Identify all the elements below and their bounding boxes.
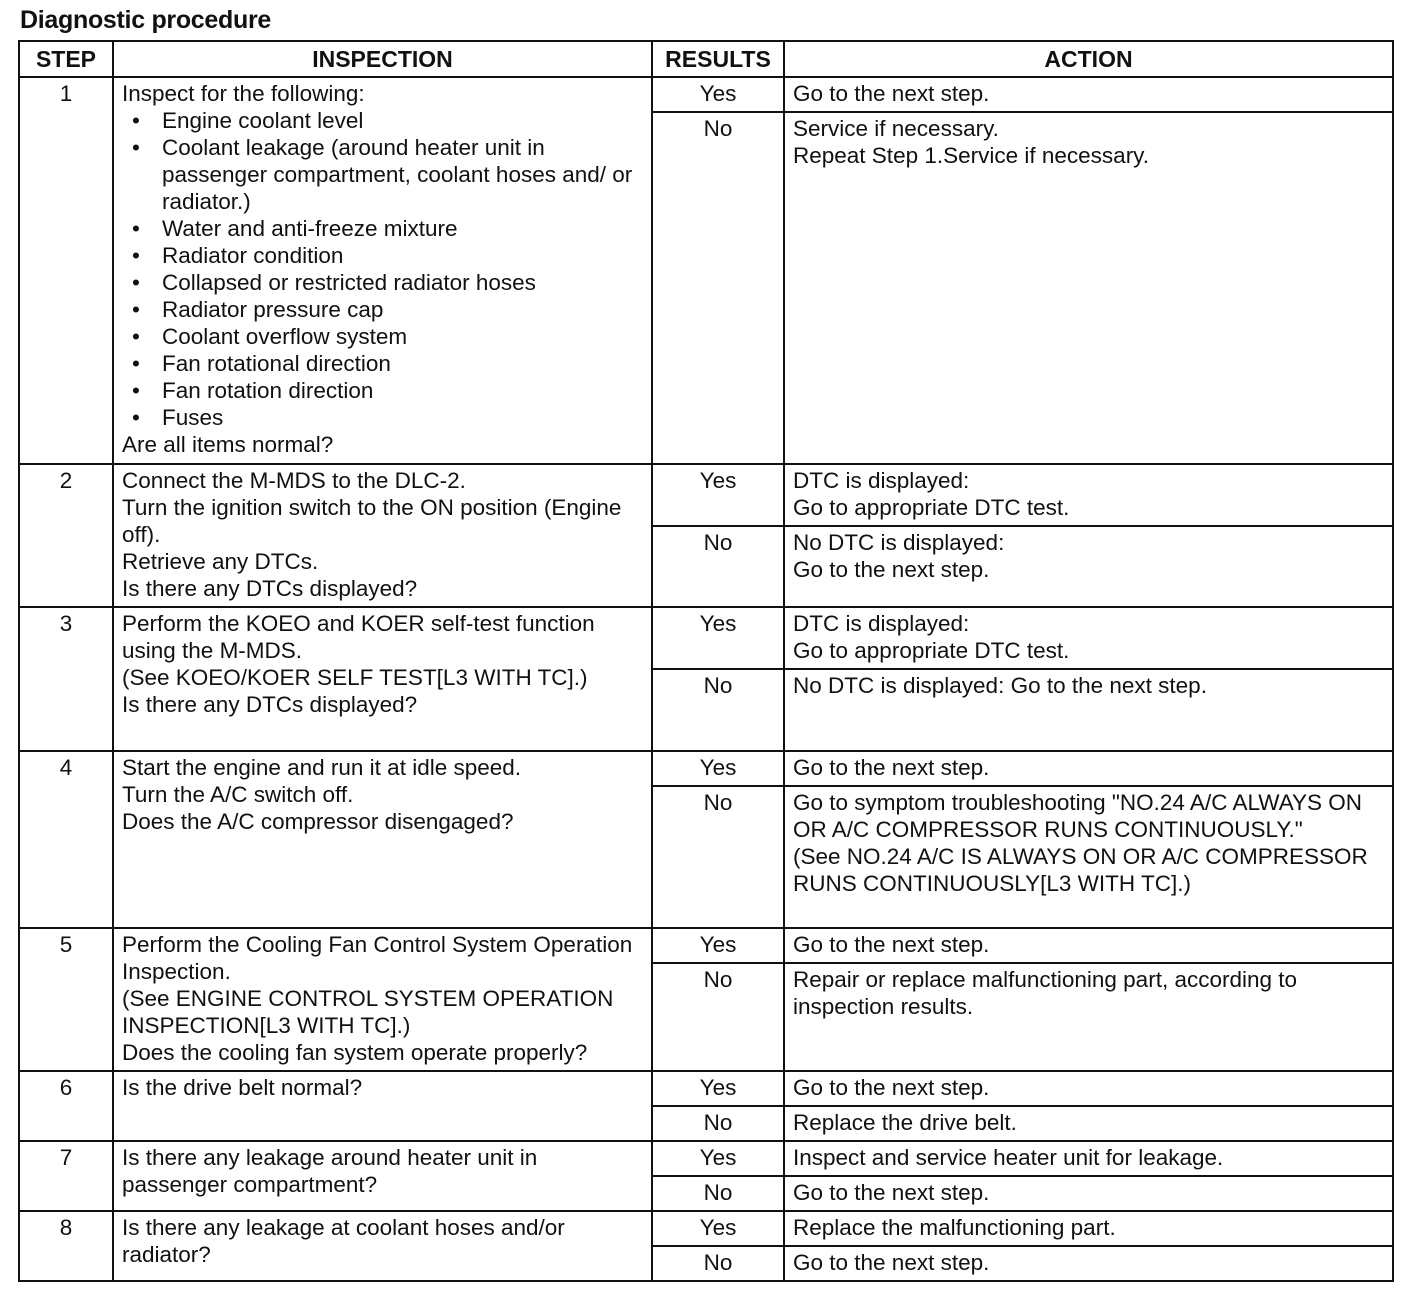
- checklist-item: • Fan rotational direction: [122, 350, 645, 377]
- inspection-text: Is there any leakage at coolant hoses and/or radiator?: [122, 1215, 572, 1267]
- action-text: Go to the next step.: [793, 932, 990, 957]
- result-yes: Yes: [652, 1071, 784, 1106]
- result-no: No: [652, 786, 784, 928]
- result-no: No: [652, 1176, 784, 1211]
- inspection-text: Is there any DTCs displayed?: [122, 692, 418, 717]
- header-step: STEP: [19, 41, 113, 77]
- checklist-item: • Collapsed or restricted radiator hoses: [122, 269, 645, 296]
- step-number: 7: [19, 1141, 113, 1211]
- result-yes: Yes: [652, 464, 784, 526]
- action-cell: [784, 464, 1393, 526]
- action-text: Go to the next step.: [793, 1075, 990, 1100]
- step-number: 2: [19, 464, 113, 607]
- checklist-item: • Fuses: [122, 404, 645, 431]
- table-row: [19, 607, 1393, 669]
- inspection-text: Turn the A/C switch off.: [122, 782, 354, 807]
- checklist-item: • Coolant overflow system: [122, 323, 645, 350]
- result-yes: Yes: [652, 928, 784, 963]
- action-cell: [784, 1071, 1393, 1106]
- action-cell: [784, 1176, 1393, 1211]
- step-number: 4: [19, 751, 113, 928]
- diagnostic-table: [18, 40, 1394, 1282]
- action-text: Go to symptom troubleshooting "NO.24 A/C ALWAYS ON OR A/C COMPRESSOR RUNS CONTINUOUSLY.": [793, 790, 1369, 842]
- header-action: ACTION: [784, 41, 1393, 77]
- step-number: 6: [19, 1071, 113, 1141]
- table-row: [19, 1071, 1393, 1106]
- inspection-text: Are all items normal?: [122, 432, 334, 457]
- page-title: Diagnostic procedure: [20, 6, 271, 34]
- inspection-cell: [113, 464, 652, 607]
- inspection-cell: [113, 1141, 652, 1211]
- action-text: Inspect and service heater unit for leakage.: [793, 1145, 1224, 1170]
- action-text: No DTC is displayed:: [793, 530, 1005, 555]
- action-cell: [784, 928, 1393, 963]
- header-row: [19, 41, 1393, 77]
- inspection-text: Perform the Cooling Fan Control System Operation Inspection.: [122, 932, 639, 984]
- checklist-item: • Fan rotation direction: [122, 377, 645, 404]
- result-no: No: [652, 112, 784, 464]
- inspection-cell: [113, 751, 652, 928]
- action-text: Repeat Step 1.Service if necessary.: [793, 143, 1150, 168]
- checklist-item: • Water and anti-freeze mixture: [122, 215, 645, 242]
- inspection-text: Retrieve any DTCs.: [122, 549, 319, 574]
- step-number: 1: [19, 77, 113, 464]
- inspection-cell: [113, 77, 652, 464]
- table-row: [19, 1211, 1393, 1246]
- result-yes: Yes: [652, 607, 784, 669]
- action-text: Go to the next step.: [793, 1250, 990, 1275]
- inspection-text: (See KOEO/KOER SELF TEST[L3 WITH TC].): [122, 665, 588, 690]
- action-cell: [784, 786, 1393, 928]
- action-text: Replace the malfunctioning part.: [793, 1215, 1116, 1240]
- action-text: Go to appropriate DTC test.: [793, 638, 1070, 663]
- checklist-item: • Radiator pressure cap: [122, 296, 645, 323]
- action-cell: [784, 526, 1393, 607]
- action-text: Go to appropriate DTC test.: [793, 495, 1070, 520]
- result-no: No: [652, 526, 784, 607]
- checklist-item: • Engine coolant level: [122, 107, 645, 134]
- table-row: [19, 464, 1393, 526]
- table-row: [19, 928, 1393, 963]
- action-text: Go to the next step.: [793, 755, 990, 780]
- inspection-text: Does the cooling fan system operate properly?: [122, 1040, 588, 1065]
- inspection-checklist: [122, 107, 645, 431]
- result-yes: Yes: [652, 751, 784, 786]
- inspection-text: Does the A/C compressor disengaged?: [122, 809, 514, 834]
- header-results: RESULTS: [652, 41, 784, 77]
- inspection-text: Perform the KOEO and KOER self-test function using the M-MDS.: [122, 611, 601, 663]
- result-no: No: [652, 963, 784, 1071]
- table-row: [19, 751, 1393, 786]
- action-text: Replace the drive belt.: [793, 1110, 1017, 1135]
- step-number: 3: [19, 607, 113, 751]
- inspection-cell: [113, 607, 652, 751]
- action-text: Service if necessary.: [793, 116, 999, 141]
- checklist-item: • Coolant leakage (around heater unit in passenger compartment, coolant hoses and/ or radiator.): [122, 134, 645, 215]
- inspection-text: Inspect for the following:: [122, 81, 365, 106]
- result-yes: Yes: [652, 1141, 784, 1176]
- table-row: [19, 1141, 1393, 1176]
- action-text: No DTC is displayed: Go to the next step.: [793, 673, 1207, 698]
- inspection-cell: [113, 928, 652, 1071]
- inspection-cell: [113, 1211, 652, 1281]
- action-cell: [784, 669, 1393, 751]
- action-text: DTC is displayed:: [793, 611, 970, 636]
- action-cell: [784, 1211, 1393, 1246]
- action-cell: [784, 963, 1393, 1071]
- checklist-item: • Radiator condition: [122, 242, 645, 269]
- action-cell: [784, 751, 1393, 786]
- result-no: No: [652, 1246, 784, 1281]
- header-inspection: INSPECTION: [113, 41, 652, 77]
- action-text: DTC is displayed:: [793, 468, 970, 493]
- inspection-text: Is the drive belt normal?: [122, 1075, 363, 1100]
- action-cell: [784, 607, 1393, 669]
- step-number: 5: [19, 928, 113, 1071]
- inspection-text: Connect the M-MDS to the DLC-2.: [122, 468, 466, 493]
- action-text: Go to the next step.: [793, 1180, 990, 1205]
- result-yes: Yes: [652, 1211, 784, 1246]
- action-cell: [784, 77, 1393, 112]
- action-cell: [784, 112, 1393, 464]
- inspection-text: Start the engine and run it at idle speed.: [122, 755, 522, 780]
- inspection-text: Is there any leakage around heater unit in passenger compartment?: [122, 1145, 544, 1197]
- action-cell: [784, 1141, 1393, 1176]
- action-text: Go to the next step.: [793, 81, 990, 106]
- action-text: Go to the next step.: [793, 557, 990, 582]
- inspection-text: (See ENGINE CONTROL SYSTEM OPERATION INSPECTION[L3 WITH TC].): [122, 986, 620, 1038]
- action-text: (See NO.24 A/C IS ALWAYS ON OR A/C COMPRESSOR RUNS CONTINUOUSLY[L3 WITH TC].): [793, 844, 1375, 896]
- inspection-text: Is there any DTCs displayed?: [122, 576, 418, 601]
- step-number: 8: [19, 1211, 113, 1281]
- inspection-cell: [113, 1071, 652, 1141]
- table-row: [19, 77, 1393, 112]
- inspection-text: Turn the ignition switch to the ON position (Engine off).: [122, 495, 628, 547]
- result-yes: Yes: [652, 77, 784, 112]
- table-body: [19, 77, 1393, 1281]
- action-cell: [784, 1246, 1393, 1281]
- action-text: Repair or replace malfunctioning part, according to inspection results.: [793, 967, 1304, 1019]
- result-no: No: [652, 669, 784, 751]
- action-cell: [784, 1106, 1393, 1141]
- result-no: No: [652, 1106, 784, 1141]
